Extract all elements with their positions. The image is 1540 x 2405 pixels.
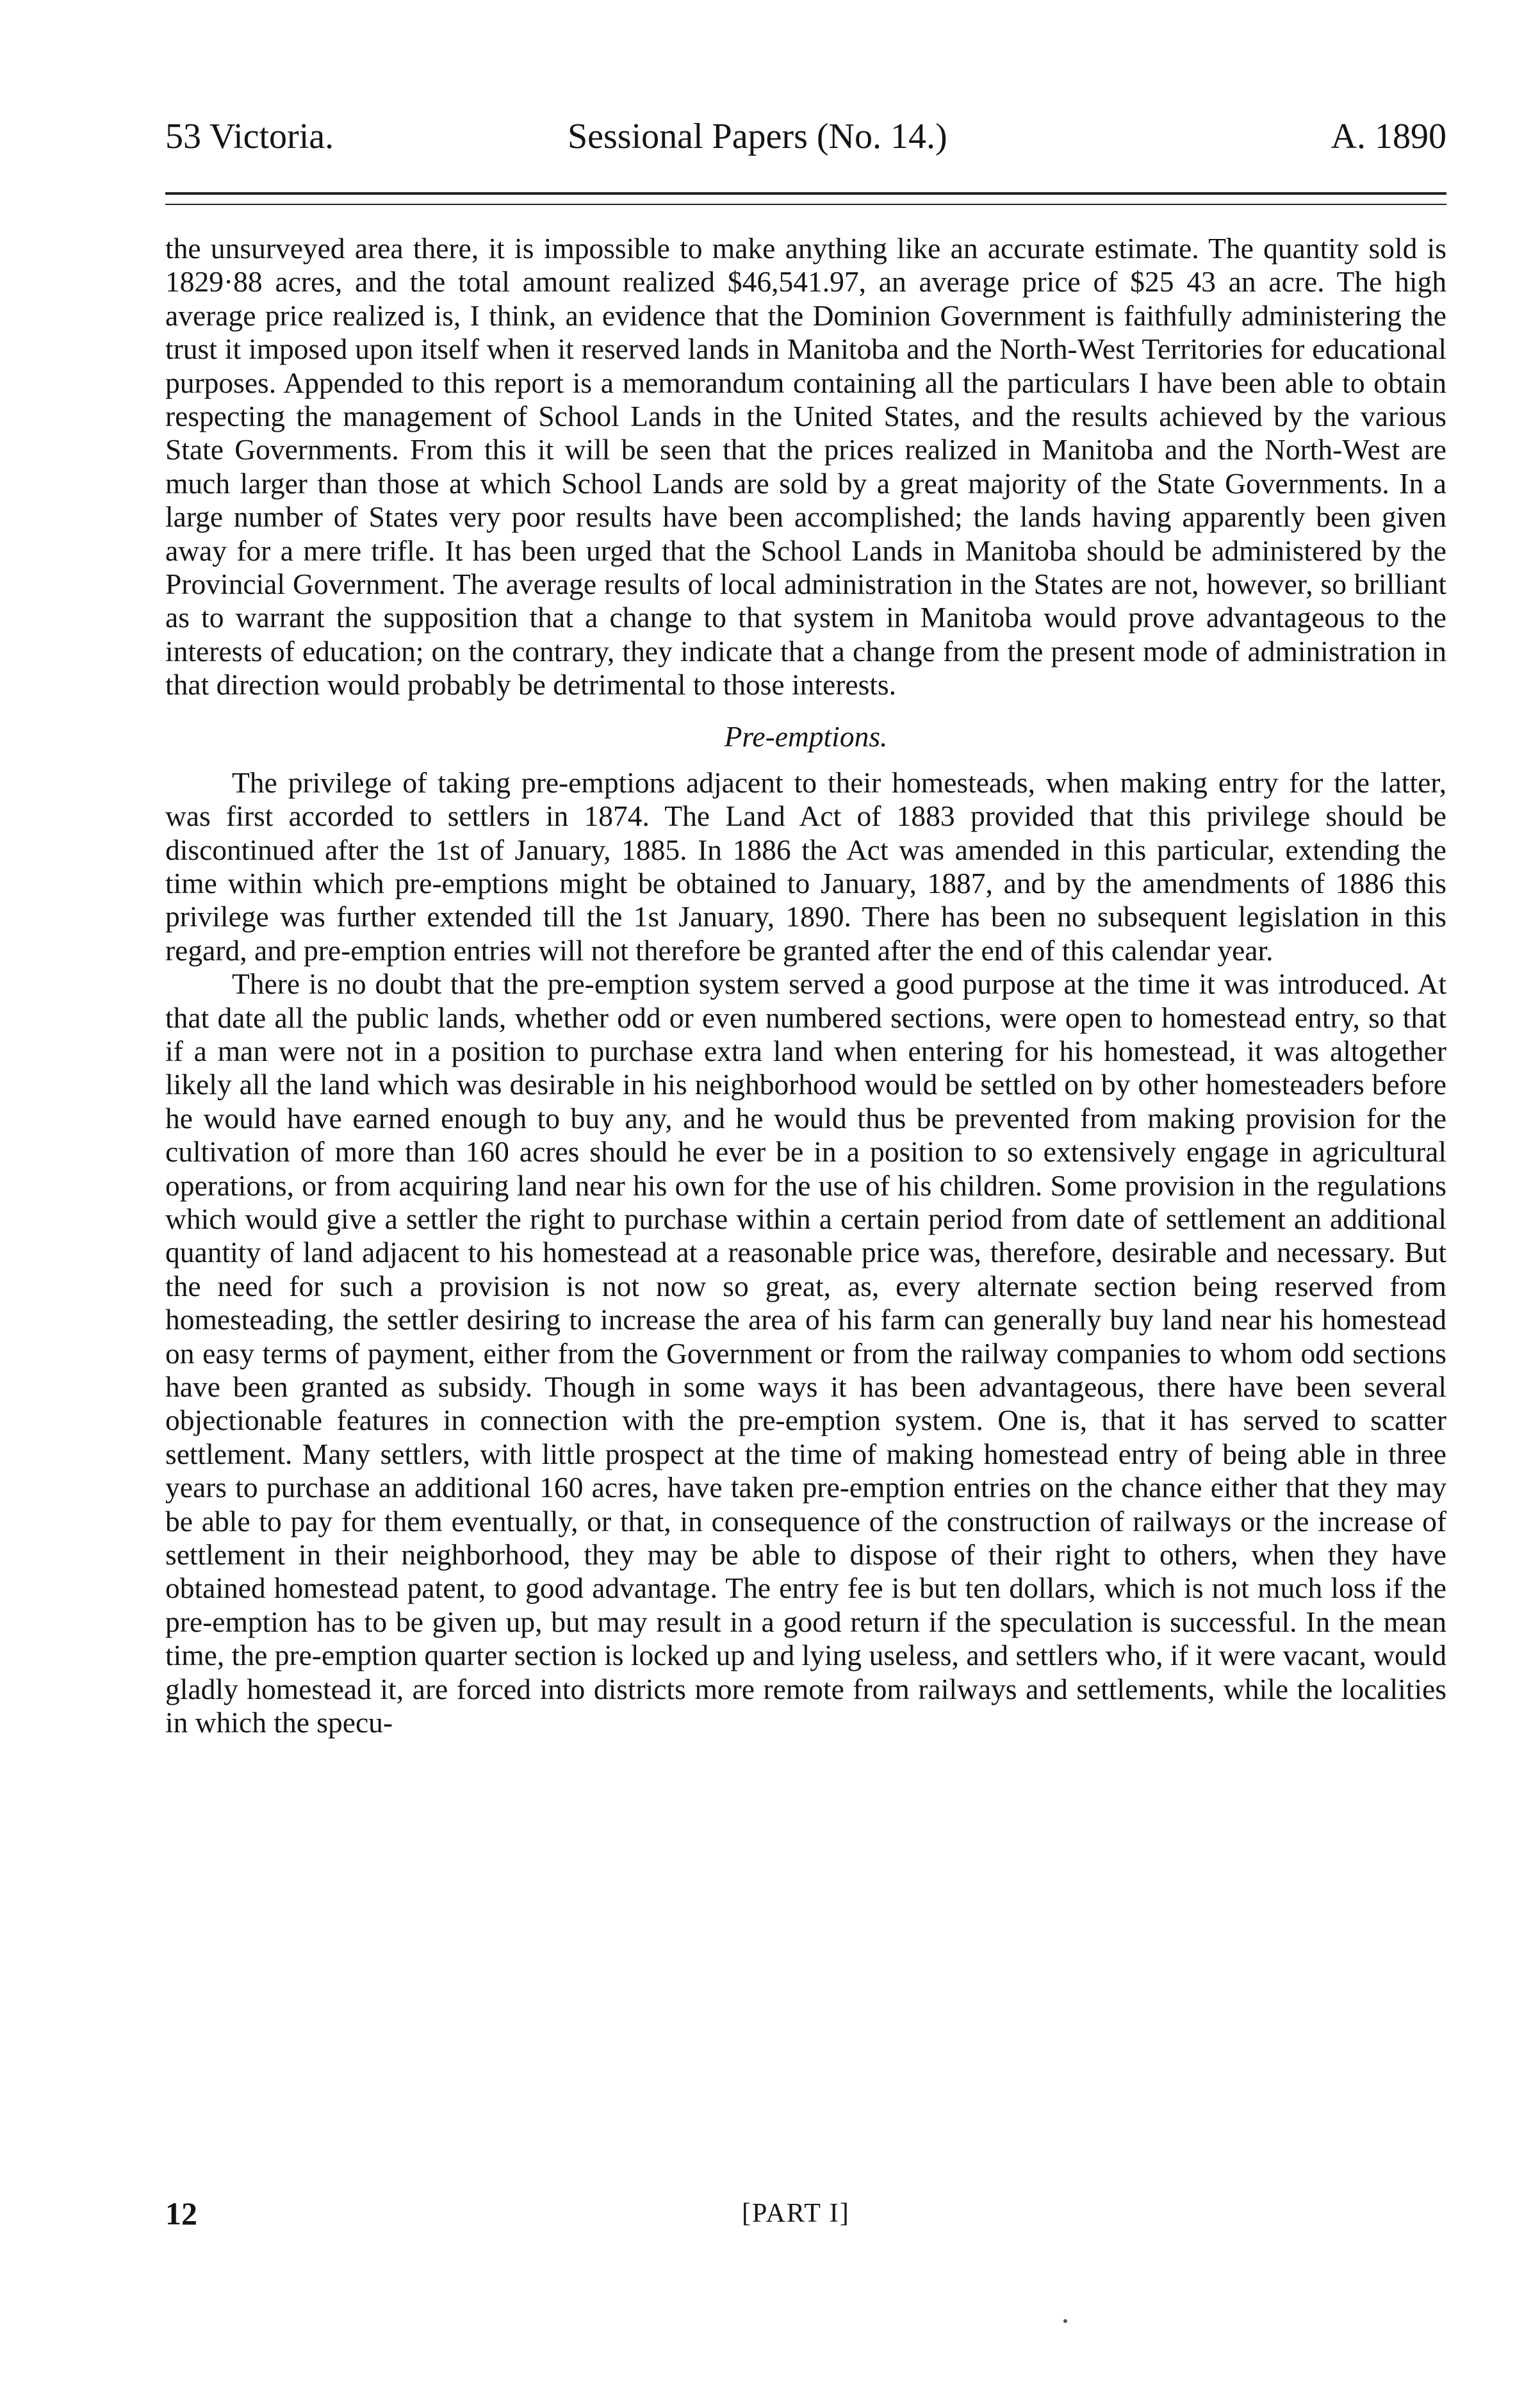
paragraph-pre-emption-system: There is no doubt that the pre-emption system served a good purpose at the time it was introduced. At that date all the public lands, whether odd or even numbered sections, were open to homestead entry, so that if a man were not in a position to purchase extra land when entering for his homestead, it was altogether likely all the land which was desirable in his neighborhood would be settled on by other homesteaders before he would have earned enough to buy any, and he would thus be prevented from making provision for the cultivation of more than 160 acres should he ever be in a position to so extensively engage in agricultural operations, or from acquiring land near his own for the use of his children. Some provision in the regulations which would give a settler the right to purchase within a certain period from date of settlement an additional quantity of land adjacent to his homestead at a reasonable price was, therefore, desirable and necessary. But the need for such a provision is not now so great, as, every alternate section being reserved from homesteading, the settler desiring to increase the area of his farm can generally buy land near his homestead on easy terms of payment, either from the Government or from the railway companies to whom odd sections have been granted as subsidy. Though in some ways it has been advantageous, there have been several objectionable features in connection with the pre-emption system. One is, that it has served to scatter settlement. Many settlers, with little prospect at the time of making homestead entry of being able in three years to purchase an additional 160 acres, have taken pre-emption entries on the chance either that they may be able to pay for them eventually, or that, in consequence of the construction of railways or the increase of settlement in their neighborhood, they may be able to dispose of their right to others, when they have obtained homestead patent, to good advantage. The entry fee is but ten dollars, which is not much loss if the pre-emption has to be given up, but may result in a good return if the speculation is successful. In the mean time, the pre-emption quarter section is locked up and lying useless, and settlers who, if it were vacant, would gladly homestead it, are forced into districts more remote from railways and settlements, while the localities in which the specu- (165, 967, 1446, 1739)
section-heading-pre-emptions: Pre-emptions. (724, 719, 888, 753)
paragraph-pre-emption-privilege: The privilege of taking pre-emptions adjacent to their homesteads, when making entry for the latter, was first accorded to settlers in 1874. The Land Act of 1883 provided that this privilege should be discontinued after the 1st of January, 1885. In 1886 the Act was amended in this particular, extending the time within which pre-emptions might be obtained to January, 1887, and by the amendments of 1886 this privilege was further extended till the 1st January, 1890. There has been no subsequent legislation in this regard, and pre-emption entries will not therefore be granted after the end of this calendar year. (165, 766, 1446, 967)
running-head (165, 108, 1446, 165)
series-title: Sessional Papers (No. 14.) (568, 117, 947, 156)
year-label: A. 1890 (1331, 117, 1446, 156)
part-label: [PART I] (742, 2199, 850, 2228)
signature-number: 12 (165, 2196, 197, 2231)
print-speck (1063, 2319, 1067, 2323)
session-label: 53 Victoria. (165, 117, 334, 156)
paragraph-school-lands: the unsurveyed area there, it is impossible to make anything like an accurate estimate. The quantity sold is 1829·88 acres, and the total amount realized $46,541.97, an average price of $25 43 an acre. The high average price realized is, I think, an evidence that the Dominion Government is faithfully administering the trust it imposed upon itself when it reserved lands in Manitoba and the North-West Territories for educational purposes. Appended to this report is a memorandum containing all the particulars I have been able to obtain respecting the management of School Lands in the United States, and the results achieved by the various State Governments. From this it will be seen that the prices realized in Manitoba and the North-West are much larger than those at which School Lands are sold by a great majority of the State Governments. In a large number of States very poor results have been accomplished; the lands having apparently been given away for a mere trifle. It has been urged that the School Lands in Manitoba should be administered by the Provincial Government. The average results of local administration in the States are not, however, so brilliant as to warrant the supposition that a change to that system in Manitoba would prove advantageous to the interests of education; on the contrary, they indicate that a change from the present mode of administration in that direction would probably be detrimental to those interests. (165, 232, 1446, 702)
header-rule-thick (165, 192, 1446, 195)
header-rule-thin (165, 204, 1446, 205)
body-text (165, 232, 1446, 1739)
page-footer (165, 2191, 1446, 2236)
